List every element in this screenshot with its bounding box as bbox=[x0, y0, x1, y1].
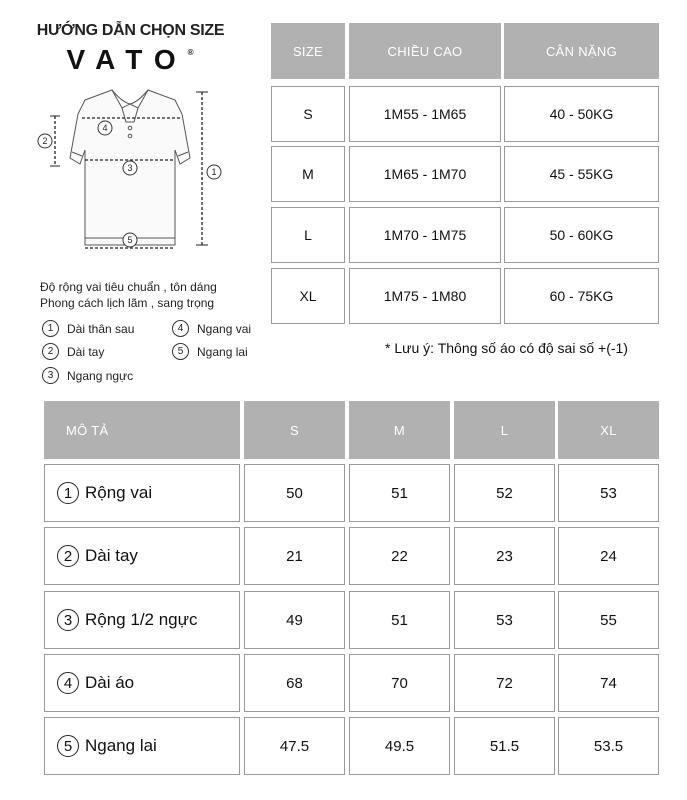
value-cell: 53 bbox=[454, 591, 555, 649]
row-label: Dài tay bbox=[85, 546, 138, 565]
value-cell: 68 bbox=[244, 654, 345, 712]
row-number: 1 bbox=[57, 482, 79, 504]
value-cell: 51 bbox=[349, 464, 450, 522]
height-header: CHIỀU CAO bbox=[349, 23, 501, 79]
row-label: Rộng 1/2 ngực bbox=[85, 610, 198, 629]
tolerance-note: * Lưu ý: Thông số áo có độ sai số +(-1) bbox=[385, 340, 628, 356]
legend-label: Ngang ngực bbox=[67, 368, 134, 383]
height-cell: 1M55 - 1M65 bbox=[349, 86, 501, 142]
desc-cell bbox=[44, 717, 240, 775]
registered-mark: ® bbox=[187, 48, 194, 57]
size-s-header: S bbox=[244, 401, 345, 459]
shirt-diagram bbox=[30, 80, 245, 270]
desc-header: MÔ TẢ bbox=[44, 401, 240, 459]
weight-cell: 50 - 60KG bbox=[504, 207, 659, 263]
size-cell: L bbox=[271, 207, 345, 263]
row-number: 5 bbox=[57, 735, 79, 757]
marker-2: 2 bbox=[42, 136, 48, 146]
height-cell: 1M65 - 1M70 bbox=[349, 146, 501, 202]
size-cell: S bbox=[271, 86, 345, 142]
size-cell: XL bbox=[271, 268, 345, 324]
value-cell: 55 bbox=[558, 591, 659, 649]
brand-logo bbox=[60, 44, 200, 76]
legend-item bbox=[42, 343, 104, 360]
value-cell: 53 bbox=[558, 464, 659, 522]
value-cell: 70 bbox=[349, 654, 450, 712]
desc-cell bbox=[44, 464, 240, 522]
weight-cell: 60 - 75KG bbox=[504, 268, 659, 324]
value-cell: 22 bbox=[349, 527, 450, 585]
value-cell: 72 bbox=[454, 654, 555, 712]
legend-label: Dài tay bbox=[67, 344, 105, 359]
page-title: HƯỚNG DẪN CHỌN SIZE bbox=[36, 22, 225, 39]
legend-number: 5 bbox=[172, 343, 189, 360]
weight-cell: 45 - 55KG bbox=[504, 146, 659, 202]
marker-3: 3 bbox=[127, 163, 133, 173]
row-label: Rộng vai bbox=[85, 483, 153, 502]
legend-label: Ngang lai bbox=[197, 344, 248, 359]
size-xl-header: XL bbox=[558, 401, 659, 459]
marker-1: 1 bbox=[211, 167, 217, 177]
marker-4: 4 bbox=[102, 123, 108, 133]
legend-label: Ngang vai bbox=[197, 321, 252, 336]
value-cell: 21 bbox=[244, 527, 345, 585]
value-cell: 74 bbox=[558, 654, 659, 712]
marker-5: 5 bbox=[127, 235, 133, 245]
value-cell: 53.5 bbox=[558, 717, 659, 775]
row-number: 4 bbox=[57, 672, 79, 694]
brand-name: VATO bbox=[66, 44, 188, 75]
legend-number: 3 bbox=[42, 367, 59, 384]
legend-item bbox=[172, 320, 251, 337]
row-label: Dài áo bbox=[85, 673, 135, 692]
value-cell: 51.5 bbox=[454, 717, 555, 775]
value-cell: 47.5 bbox=[244, 717, 345, 775]
desc-cell bbox=[44, 591, 240, 649]
caption-line-2: Phong cách lịch lãm , sang trọng bbox=[40, 296, 215, 310]
height-cell: 1M70 - 1M75 bbox=[349, 207, 501, 263]
value-cell: 23 bbox=[454, 527, 555, 585]
legend-number: 2 bbox=[42, 343, 59, 360]
legend-item bbox=[172, 343, 248, 360]
row-label: Ngang lai bbox=[85, 736, 157, 755]
legend-number: 4 bbox=[172, 320, 189, 337]
legend-label: Dài thân sau bbox=[67, 321, 135, 336]
legend-item bbox=[42, 320, 134, 337]
legend-number: 1 bbox=[42, 320, 59, 337]
size-cell: M bbox=[271, 146, 345, 202]
weight-header: CÂN NẶNG bbox=[504, 23, 659, 79]
weight-cell: 40 - 50KG bbox=[504, 86, 659, 142]
size-m-header: M bbox=[349, 401, 450, 459]
value-cell: 50 bbox=[244, 464, 345, 522]
legend-item bbox=[42, 367, 133, 384]
row-number: 3 bbox=[57, 609, 79, 631]
size-header: SIZE bbox=[271, 23, 345, 79]
caption-line-1: Độ rộng vai tiêu chuẩn , tôn dáng bbox=[40, 280, 217, 294]
desc-cell bbox=[44, 527, 240, 585]
value-cell: 51 bbox=[349, 591, 450, 649]
value-cell: 49.5 bbox=[349, 717, 450, 775]
desc-cell bbox=[44, 654, 240, 712]
size-l-header: L bbox=[454, 401, 555, 459]
value-cell: 49 bbox=[244, 591, 345, 649]
height-cell: 1M75 - 1M80 bbox=[349, 268, 501, 324]
value-cell: 52 bbox=[454, 464, 555, 522]
value-cell: 24 bbox=[558, 527, 659, 585]
row-number: 2 bbox=[57, 545, 79, 567]
